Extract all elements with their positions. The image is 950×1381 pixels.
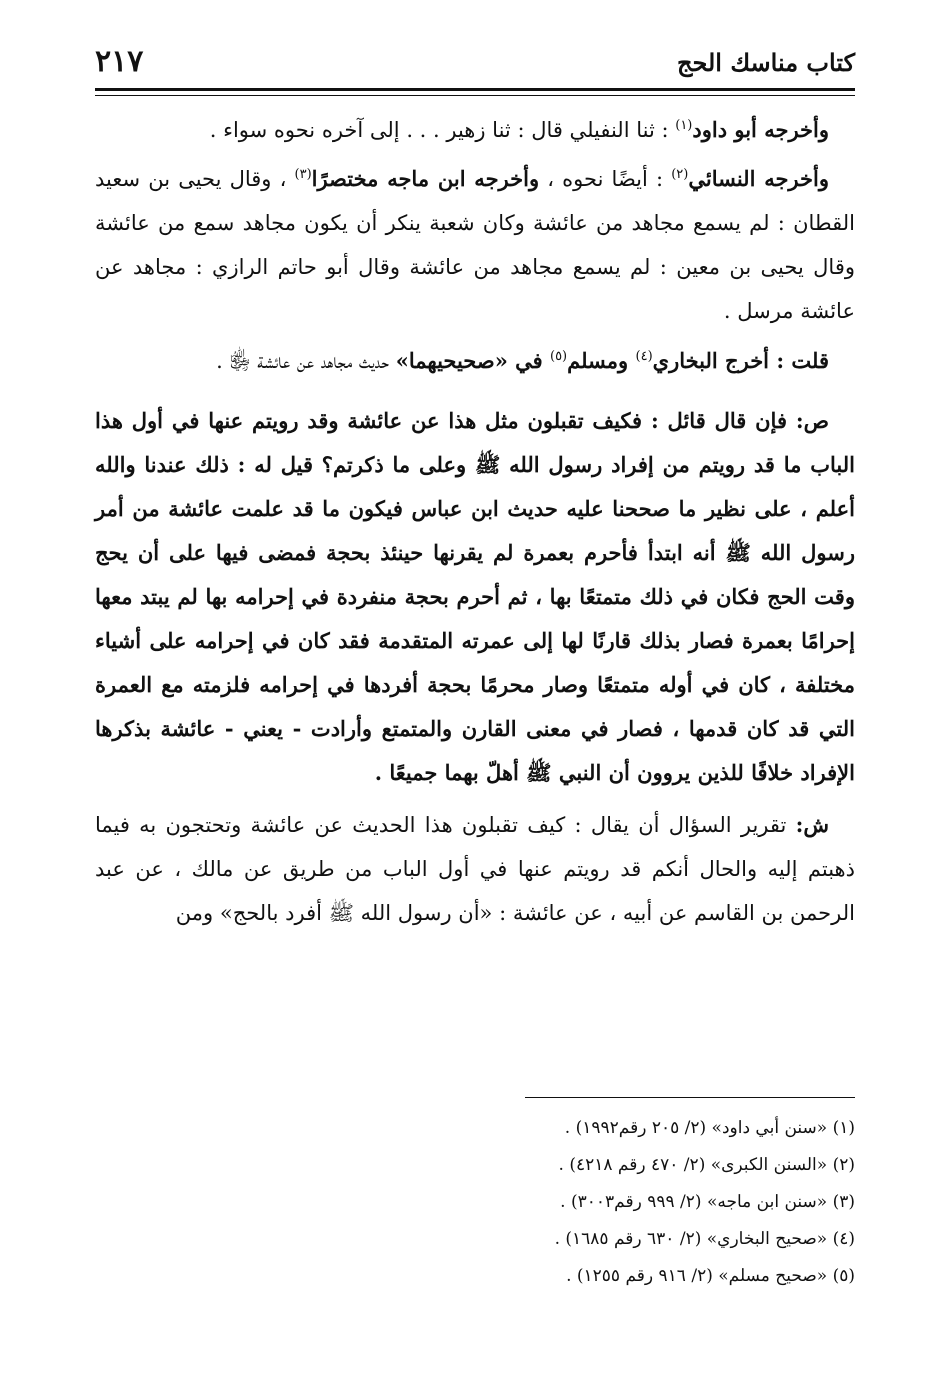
paragraph-lead: وأخرجه أبو داود [692,117,829,142]
footnotes [95,1110,855,1295]
footnote-5: (٥) «صحيح مسلم» (٢/ ٩١٦ رقم ١٢٥٥) . [566,1266,855,1286]
paragraph-text: تقرير السؤال أن يقال : كيف تقبلون هذا الحديث عن عائشة وتحتجون به فيما ذهبتم إليه والحال أنكم قد رويتم عنها في أول الباب من طريق عن مالك ، عن عبد الرحمن بن القاسم عن أبيه ، عن عائشة : «أن رسول الله ﷺ أفرد بالحج» ومن [95,813,855,925]
footnote-4: (٤) «صحيح البخاري» (٢/ ٦٣٠ رقم ١٦٨٥) . [554,1229,855,1249]
footnote-ref: (٤) [635,349,653,364]
paragraph-matn: ص: فإن قال قائل : فكيف تقبلون مثل هذا عن عائشة وقد رويتم عنها في أول هذا الباب ما قد رويتم من إفراد رسول الله ﷺ وعلى ما ذكرتم؟ قيل له : ذلك عندنا والله أعلم ، على نظير ما صححنا عليه حديث ابن عباس فيكون ما قد علمت عائشة من أمر رسول الله ﷺ أنه ابتدأ فأحرم بعمرة لم يقرنها حينئذ بحجة فمضى فيها على أن يحج وقت الحج فكان في ذلك متمتعًا بها ، ثم أحرم بحجة منفردة في إحرامه بها لم يبتد معها إحرامًا بعمرة فصار بذلك قارنًا لها إلى عمرته المتقدمة فقد كان في إحرامه على أشياء مختلفة ، كان في أوله متمتعًا وصار محرمًا بحجة أفردها في إحرامه فلزمته مع العمرة التي قد كان قدمها ، فصار في معنى القارن والمتمتع وأرادت - يعني - عائشة بذكرها الإفراد خلافًا للذين يروون أن النبي ﷺ أهلّ بهما جميعًا . [95,408,855,785]
paragraph-lead: وأخرجه النسائي [688,166,829,191]
header-rule-thin [95,95,855,96]
paragraph-sharh [95,803,855,935]
footnote-ref: (١) [675,118,693,133]
paragraph-qultu [95,339,855,383]
paragraph-nasai [95,157,855,333]
paragraph-lead: وأخرجه ابن ماجه مختصرًا [311,166,540,191]
paragraph-lead: قلت : أخرج البخاري [652,348,829,373]
footnote-rule [525,1097,855,1098]
paragraph-lead: في «صحيحيهما» [395,348,550,373]
paragraph-lead: ش: [795,812,829,837]
paragraph-lead: ومسلم [567,348,636,373]
footnote-2: (٢) «السنن الكبرى» (٢/ ٤٧٠ رقم ٤٢١٨) . [558,1155,855,1175]
paragraph-abu-dawud [95,108,855,152]
footnote-ref: (٣) [294,167,312,182]
paragraph-text: : أيضًا نحوه ، [539,167,672,191]
running-title: كتاب مناسك الحج [677,48,855,77]
footnote-3: (٣) «سنن ابن ماجه» (٢/ ٩٩٩ رقم٣٠٠٣) . [560,1192,855,1212]
footnote-ref: (٥) [549,349,568,364]
paragraph-text: حديث مجاهد عن عائشة ﵂ . [216,349,396,373]
page-number: ٢١٧ [95,44,144,79]
footnote-1: (١) «سنن أبي داود» (٢/ ٢٠٥ رقم١٩٩٢) . [564,1118,855,1138]
paragraph-text: : ثنا النفيلي قال : ثنا زهير . . . إلى آخره نحوه سواء . [209,118,676,142]
paragraph-text: ، وقال يحيى بن سعيد القطان : لم يسمع مجاهد من عائشة وكان شعبة ينكر أن يكون مجاهد سمع من عائشة وقال يحيى بن معين : لم يسمع مجاهد من عائشة وقال أبو حاتم الرازي : مجاهد عن عائشة مرسل . [95,167,855,323]
page-header [95,40,855,84]
main-text [95,108,855,935]
footnote-ref: (٢) [671,167,689,182]
header-rule-thick [95,88,855,91]
